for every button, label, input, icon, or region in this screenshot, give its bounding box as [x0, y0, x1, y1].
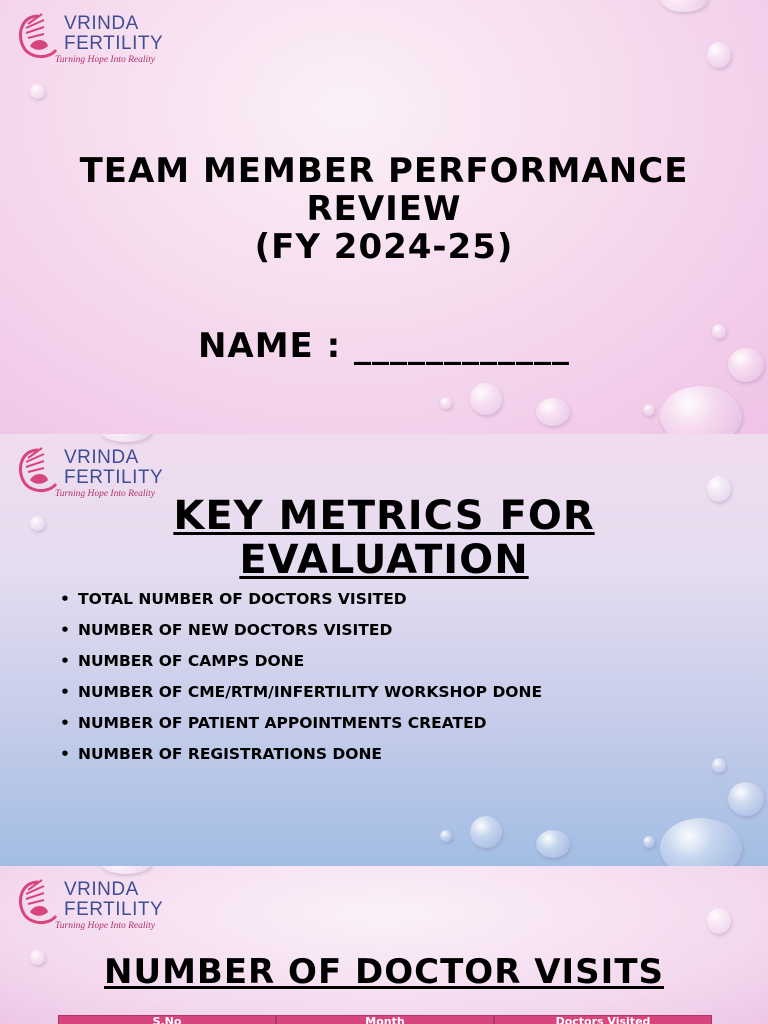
table-header-cell: Doctors Visited [494, 1015, 712, 1024]
water-drop [707, 908, 731, 934]
bullet-icon: • [60, 621, 70, 639]
table-header-row [58, 1015, 712, 1024]
water-drop [660, 818, 742, 866]
bullet-icon: • [60, 652, 70, 670]
list-item-label: NUMBER OF CME/RTM/INFERTILITY WORKSHOP DONE [78, 683, 543, 701]
water-drop [643, 836, 655, 848]
name-field-line: NAME : ____________ [197, 326, 571, 366]
list-item [60, 681, 542, 712]
doctor-visits-heading [0, 952, 768, 992]
water-drop [30, 84, 45, 99]
logo-line1: VRINDA [64, 13, 139, 34]
list-item [60, 650, 542, 681]
slide-doctor-visits [0, 866, 768, 1024]
logo-line1: VRINDA [64, 447, 139, 468]
water-drop [536, 398, 570, 426]
water-drop [660, 0, 708, 12]
list-item-label: NUMBER OF REGISTRATIONS DONE [78, 745, 383, 763]
logo-tagline: Turning Hope Into Reality [55, 921, 156, 931]
list-item-label: NUMBER OF PATIENT APPOINTMENTS CREATED [78, 714, 487, 732]
list-item-label: NUMBER OF CAMPS DONE [78, 652, 305, 670]
vrinda-fertility-logo [8, 6, 178, 72]
title-line: (FY 2024-25) [254, 227, 514, 267]
slide-key-metrics [0, 434, 768, 866]
vrinda-fertility-logo [8, 872, 178, 938]
water-drop [440, 397, 452, 409]
logo-line2: FERTILITY [64, 33, 164, 54]
water-drop [712, 758, 726, 773]
table-header-cell: Month [276, 1015, 494, 1024]
list-item [60, 588, 542, 619]
logo-line2: FERTILITY [64, 467, 164, 488]
water-drop [707, 42, 731, 68]
logo-tagline: Turning Hope Into Reality [55, 489, 156, 499]
title-line: KEY METRICS FOR [173, 493, 595, 539]
list-item [60, 743, 542, 774]
list-item-label: NUMBER OF NEW DOCTORS VISITED [78, 621, 393, 639]
water-drop [728, 782, 764, 816]
water-drop [440, 830, 452, 842]
metrics-heading [0, 494, 768, 582]
logo-tagline: Turning Hope Into Reality [55, 55, 156, 65]
title-line: TEAM MEMBER PERFORMANCE [79, 151, 689, 191]
slide-title-heading [0, 152, 768, 266]
title-line: EVALUATION [239, 537, 529, 583]
list-item [60, 619, 542, 650]
bullet-icon: • [60, 590, 70, 608]
water-drop [470, 383, 502, 415]
bullet-icon: • [60, 683, 70, 701]
bullet-icon: • [60, 714, 70, 732]
bullet-icon: • [60, 745, 70, 763]
title-text: NUMBER OF DOCTOR VISITS [104, 952, 664, 992]
water-drop [660, 386, 742, 434]
logo-line1: VRINDA [64, 879, 139, 900]
title-line: REVIEW [306, 189, 462, 229]
slide-title [0, 0, 768, 434]
water-drop [470, 816, 502, 848]
list-item [60, 712, 542, 743]
list-item-label: TOTAL NUMBER OF DOCTORS VISITED [78, 590, 407, 608]
water-drop [643, 404, 655, 416]
metrics-list [60, 588, 542, 774]
table-header-cell: S.No [58, 1015, 276, 1024]
logo-line2: FERTILITY [64, 899, 164, 920]
water-drop [536, 830, 570, 858]
